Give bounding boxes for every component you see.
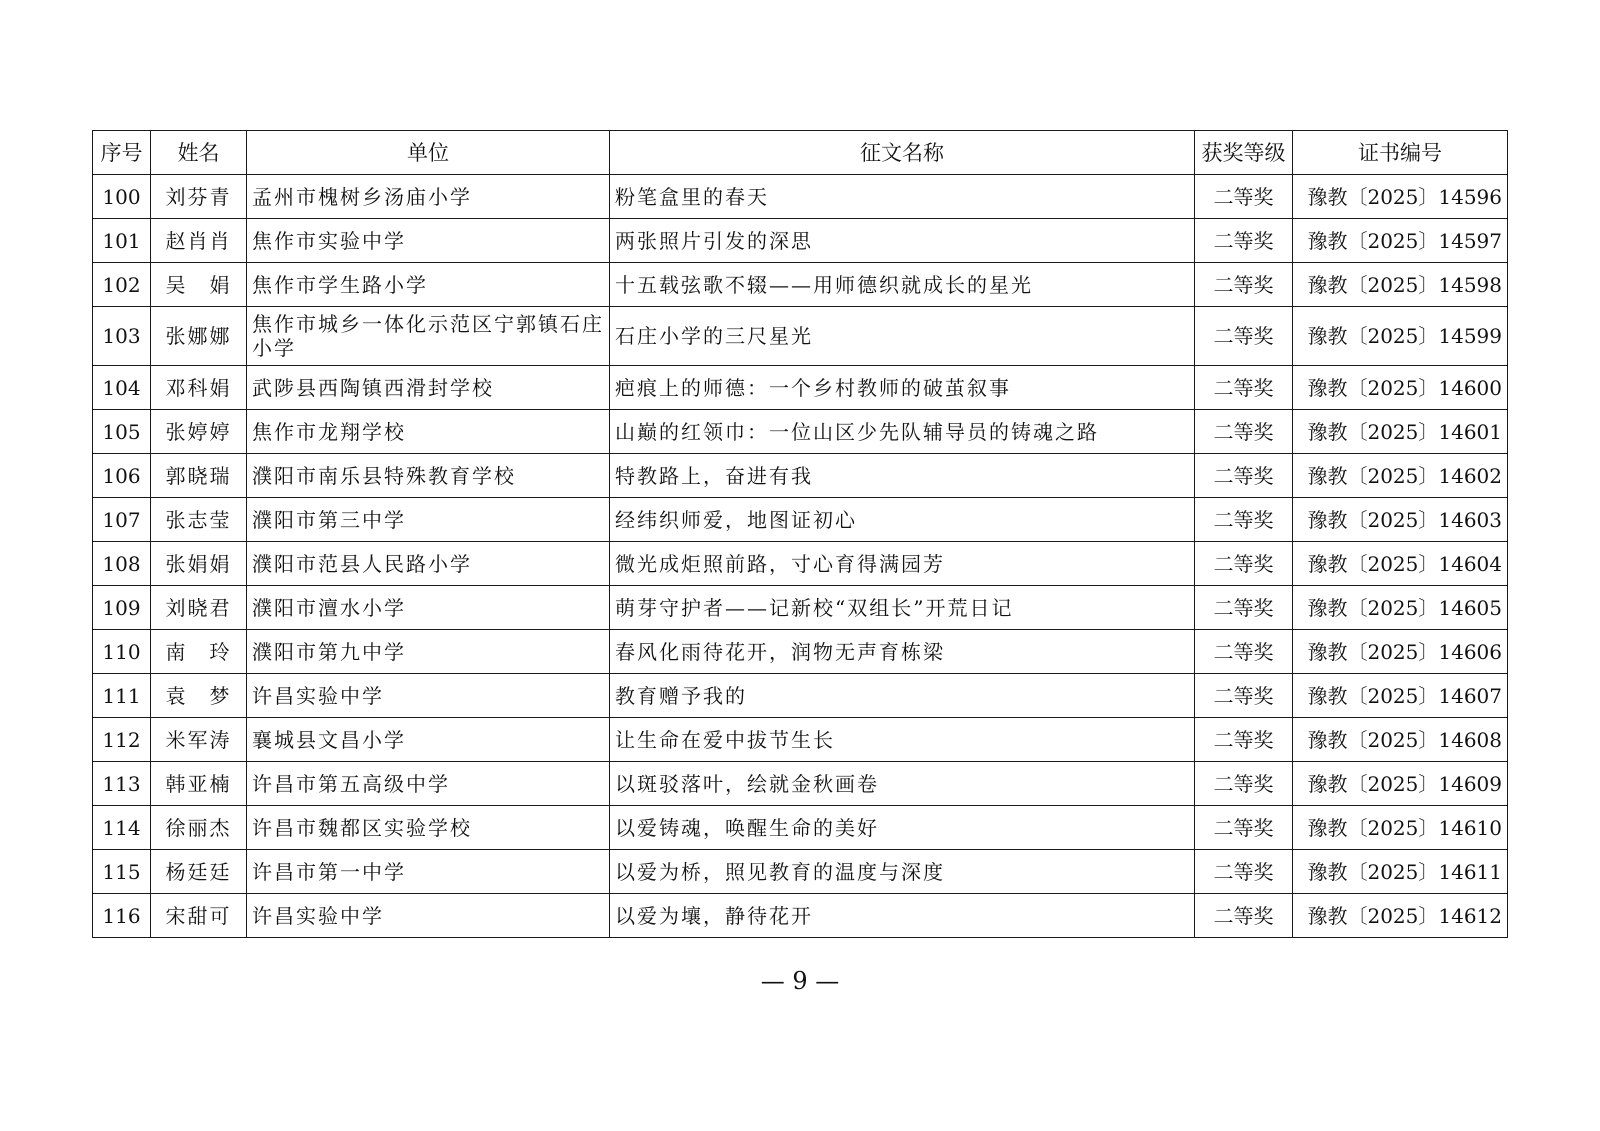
cell-seq: 102 — [93, 263, 151, 307]
cell-certificate-number: 豫教〔2025〕14611 — [1293, 850, 1508, 894]
cell-name: 韩亚楠 — [151, 762, 247, 806]
cell-seq: 101 — [93, 219, 151, 263]
cell-essay-title: 以斑驳落叶，绘就金秋画卷 — [610, 762, 1195, 806]
cell-unit: 许昌市第一中学 — [247, 850, 610, 894]
cell-certificate-number: 豫教〔2025〕14597 — [1293, 219, 1508, 263]
table-row — [93, 175, 1508, 219]
cell-unit: 焦作市学生路小学 — [247, 263, 610, 307]
cell-unit: 许昌市第五高级中学 — [247, 762, 610, 806]
cell-award-level: 二等奖 — [1195, 366, 1293, 410]
cell-name: 赵肖肖 — [151, 219, 247, 263]
header-essay-title: 征文名称 — [610, 131, 1195, 175]
cell-certificate-number: 豫教〔2025〕14609 — [1293, 762, 1508, 806]
cell-name: 邓科娟 — [151, 366, 247, 410]
cell-certificate-number: 豫教〔2025〕14604 — [1293, 542, 1508, 586]
cell-seq: 110 — [93, 630, 151, 674]
cell-award-level: 二等奖 — [1195, 630, 1293, 674]
table-row — [93, 542, 1508, 586]
cell-essay-title: 微光成炬照前路，寸心育得满园芳 — [610, 542, 1195, 586]
header-certificate-number: 证书编号 — [1293, 131, 1508, 175]
table-row — [93, 498, 1508, 542]
table-row — [93, 366, 1508, 410]
cell-seq: 109 — [93, 586, 151, 630]
cell-name: 张娜娜 — [151, 307, 247, 366]
cell-name: 郭晓瑞 — [151, 454, 247, 498]
cell-name: 米军涛 — [151, 718, 247, 762]
cell-seq: 108 — [93, 542, 151, 586]
cell-award-level: 二等奖 — [1195, 806, 1293, 850]
cell-essay-title: 让生命在爱中拔节生长 — [610, 718, 1195, 762]
cell-essay-title: 萌芽守护者——记新校“双组长”开荒日记 — [610, 586, 1195, 630]
cell-certificate-number: 豫教〔2025〕14603 — [1293, 498, 1508, 542]
cell-seq: 103 — [93, 307, 151, 366]
cell-certificate-number: 豫教〔2025〕14607 — [1293, 674, 1508, 718]
cell-award-level: 二等奖 — [1195, 762, 1293, 806]
cell-unit: 焦作市城乡一体化示范区宁郭镇石庄小学 — [247, 307, 610, 366]
cell-unit: 孟州市槐树乡汤庙小学 — [247, 175, 610, 219]
cell-name: 宋甜可 — [151, 894, 247, 938]
cell-name: 杨廷廷 — [151, 850, 247, 894]
table-row — [93, 718, 1508, 762]
table-body — [93, 175, 1508, 938]
cell-name: 刘晓君 — [151, 586, 247, 630]
cell-certificate-number: 豫教〔2025〕14610 — [1293, 806, 1508, 850]
table-row — [93, 674, 1508, 718]
cell-name: 张娟娟 — [151, 542, 247, 586]
header-unit: 单位 — [247, 131, 610, 175]
cell-seq: 107 — [93, 498, 151, 542]
cell-unit: 焦作市龙翔学校 — [247, 410, 610, 454]
cell-name: 吴 娟 — [151, 263, 247, 307]
cell-unit: 濮阳市第九中学 — [247, 630, 610, 674]
cell-name: 张志莹 — [151, 498, 247, 542]
table-row — [93, 219, 1508, 263]
cell-seq: 113 — [93, 762, 151, 806]
cell-unit: 许昌实验中学 — [247, 894, 610, 938]
cell-award-level: 二等奖 — [1195, 263, 1293, 307]
cell-essay-title: 以爱为壤，静待花开 — [610, 894, 1195, 938]
cell-unit: 武陟县西陶镇西滑封学校 — [247, 366, 610, 410]
cell-essay-title: 以爱为桥，照见教育的温度与深度 — [610, 850, 1195, 894]
cell-unit: 许昌实验中学 — [247, 674, 610, 718]
table-row — [93, 454, 1508, 498]
header-award-level: 获奖等级 — [1195, 131, 1293, 175]
cell-seq: 114 — [93, 806, 151, 850]
cell-name: 刘芬青 — [151, 175, 247, 219]
cell-essay-title: 春风化雨待花开，润物无声育栋梁 — [610, 630, 1195, 674]
cell-essay-title: 疤痕上的师德：一个乡村教师的破茧叙事 — [610, 366, 1195, 410]
header-name: 姓名 — [151, 131, 247, 175]
cell-name: 徐丽杰 — [151, 806, 247, 850]
cell-essay-title: 山巅的红领巾：一位山区少先队辅导员的铸魂之路 — [610, 410, 1195, 454]
cell-award-level: 二等奖 — [1195, 219, 1293, 263]
table-row — [93, 307, 1508, 366]
cell-essay-title: 石庄小学的三尺星光 — [610, 307, 1195, 366]
cell-award-level: 二等奖 — [1195, 894, 1293, 938]
table-row — [93, 806, 1508, 850]
cell-award-level: 二等奖 — [1195, 542, 1293, 586]
table-row — [93, 586, 1508, 630]
cell-seq: 100 — [93, 175, 151, 219]
cell-essay-title: 教育赠予我的 — [610, 674, 1195, 718]
cell-certificate-number: 豫教〔2025〕14596 — [1293, 175, 1508, 219]
cell-seq: 111 — [93, 674, 151, 718]
cell-unit: 濮阳市第三中学 — [247, 498, 610, 542]
cell-award-level: 二等奖 — [1195, 175, 1293, 219]
cell-seq: 106 — [93, 454, 151, 498]
cell-certificate-number: 豫教〔2025〕14605 — [1293, 586, 1508, 630]
cell-name: 袁 梦 — [151, 674, 247, 718]
cell-essay-title: 粉笔盒里的春天 — [610, 175, 1195, 219]
cell-unit: 焦作市实验中学 — [247, 219, 610, 263]
cell-unit: 濮阳市澶水小学 — [247, 586, 610, 630]
cell-essay-title: 特教路上，奋进有我 — [610, 454, 1195, 498]
page-number: — 9 — — [760, 967, 840, 995]
table-row — [93, 762, 1508, 806]
award-table — [92, 130, 1508, 938]
cell-seq: 104 — [93, 366, 151, 410]
cell-certificate-number: 豫教〔2025〕14599 — [1293, 307, 1508, 366]
cell-unit: 许昌市魏都区实验学校 — [247, 806, 610, 850]
cell-name: 张婷婷 — [151, 410, 247, 454]
cell-essay-title: 十五载弦歌不辍——用师德织就成长的星光 — [610, 263, 1195, 307]
cell-certificate-number: 豫教〔2025〕14601 — [1293, 410, 1508, 454]
cell-certificate-number: 豫教〔2025〕14612 — [1293, 894, 1508, 938]
cell-award-level: 二等奖 — [1195, 307, 1293, 366]
cell-essay-title: 两张照片引发的深思 — [610, 219, 1195, 263]
cell-certificate-number: 豫教〔2025〕14598 — [1293, 263, 1508, 307]
cell-seq: 116 — [93, 894, 151, 938]
cell-award-level: 二等奖 — [1195, 410, 1293, 454]
cell-essay-title: 以爱铸魂，唤醒生命的美好 — [610, 806, 1195, 850]
cell-award-level: 二等奖 — [1195, 850, 1293, 894]
header-seq: 序号 — [93, 131, 151, 175]
cell-award-level: 二等奖 — [1195, 454, 1293, 498]
table-header-row — [93, 131, 1508, 175]
cell-certificate-number: 豫教〔2025〕14602 — [1293, 454, 1508, 498]
cell-award-level: 二等奖 — [1195, 674, 1293, 718]
cell-unit: 濮阳市南乐县特殊教育学校 — [247, 454, 610, 498]
cell-certificate-number: 豫教〔2025〕14608 — [1293, 718, 1508, 762]
cell-seq: 112 — [93, 718, 151, 762]
table-row — [93, 263, 1508, 307]
cell-certificate-number: 豫教〔2025〕14600 — [1293, 366, 1508, 410]
cell-essay-title: 经纬织师爱，地图证初心 — [610, 498, 1195, 542]
cell-award-level: 二等奖 — [1195, 586, 1293, 630]
cell-name: 南 玲 — [151, 630, 247, 674]
cell-award-level: 二等奖 — [1195, 498, 1293, 542]
cell-seq: 115 — [93, 850, 151, 894]
table-row — [93, 410, 1508, 454]
cell-seq: 105 — [93, 410, 151, 454]
cell-award-level: 二等奖 — [1195, 718, 1293, 762]
table-row — [93, 894, 1508, 938]
table-row — [93, 630, 1508, 674]
table-row — [93, 850, 1508, 894]
cell-certificate-number: 豫教〔2025〕14606 — [1293, 630, 1508, 674]
cell-unit: 濮阳市范县人民路小学 — [247, 542, 610, 586]
cell-unit: 襄城县文昌小学 — [247, 718, 610, 762]
